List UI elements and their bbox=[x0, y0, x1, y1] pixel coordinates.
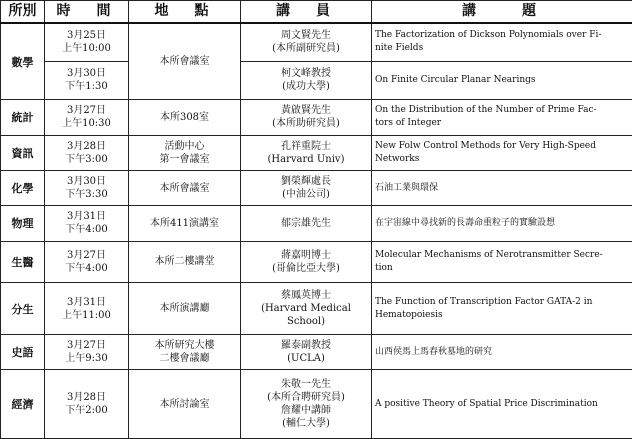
speaker-affiliation: (本所合聘研究員) bbox=[267, 392, 345, 404]
speaker-affiliation: (Harvard Medical bbox=[261, 303, 351, 315]
institute-cell: 史語 bbox=[1, 335, 45, 370]
speaker-cell bbox=[241, 241, 372, 283]
date-text: 3月30日 bbox=[66, 176, 107, 188]
location-cell: 本所411演講室 bbox=[129, 206, 241, 241]
speaker-affiliation: (UCLA) bbox=[287, 353, 325, 365]
speaker-affiliation: (哥倫比亞大學) bbox=[272, 262, 340, 274]
datetime-cell bbox=[45, 335, 129, 370]
location-line: 本所研究大樓 bbox=[154, 340, 215, 352]
datetime-cell bbox=[45, 241, 129, 283]
date-text: 3月27日 bbox=[66, 105, 107, 117]
time-text: 上午10:30 bbox=[62, 118, 111, 130]
speaker-affiliation: (成功大學) bbox=[282, 81, 330, 93]
title-cell bbox=[372, 135, 632, 170]
speaker-affiliation: (本所助研究員) bbox=[272, 118, 340, 130]
date-text: 3月30日 bbox=[66, 68, 107, 80]
time-text: 下午4:00 bbox=[65, 262, 108, 274]
title-line: On the Distribution of the Number of Prime Fac- bbox=[375, 105, 597, 116]
table-row-information bbox=[1, 135, 632, 170]
location-line: 活動中心 bbox=[164, 140, 205, 152]
date-text: 3月27日 bbox=[66, 340, 107, 352]
date-text: 3月31日 bbox=[66, 211, 107, 223]
institute-cell: 資訊 bbox=[1, 135, 45, 170]
title-line: nite Fields bbox=[375, 43, 424, 54]
time-text: 上午9:30 bbox=[65, 353, 108, 365]
title-cell: 山西侯馬上馬春秋墓地的研究 bbox=[372, 335, 632, 370]
institute-cell: 化學 bbox=[1, 170, 45, 205]
title-line: New Folw Control Methods for Very High-Speed bbox=[375, 140, 596, 151]
title-cell bbox=[372, 283, 632, 335]
title-line: The Function of Transcription Factor GATA-2 in bbox=[375, 296, 593, 307]
table-row-physics bbox=[1, 206, 632, 241]
speaker-cell bbox=[241, 61, 372, 99]
date-text: 3月25日 bbox=[66, 30, 107, 42]
table-row-economics bbox=[1, 370, 632, 439]
institute-cell: 分生 bbox=[1, 283, 45, 335]
datetime-cell bbox=[45, 170, 129, 205]
speaker-cell bbox=[241, 23, 372, 61]
datetime-cell bbox=[45, 100, 129, 135]
speaker-cell bbox=[241, 283, 372, 335]
institute-cell: 物理 bbox=[1, 206, 45, 241]
institute-cell: 數學 bbox=[1, 23, 45, 100]
date-text: 3月28日 bbox=[66, 140, 107, 152]
datetime-cell bbox=[45, 206, 129, 241]
location-cell: 本所二樓講堂 bbox=[129, 241, 241, 283]
title-line: tion bbox=[375, 262, 393, 273]
speaker-name: 朱敬一先生 bbox=[281, 379, 331, 391]
title-cell: 石油工業與環保 bbox=[372, 170, 632, 205]
location-cell: 本所會議室 bbox=[129, 23, 241, 100]
speaker-cell bbox=[241, 170, 372, 205]
title-cell bbox=[372, 241, 632, 283]
speaker-affiliation: (本所副研究員) bbox=[272, 43, 340, 55]
header-row bbox=[1, 1, 632, 23]
date-text: 3月28日 bbox=[66, 392, 107, 404]
speaker-name: 羅泰副教授 bbox=[281, 340, 331, 352]
table-row-molecular-biology bbox=[1, 283, 632, 335]
location-cell bbox=[129, 135, 241, 170]
title-cell: On Finite Circular Planar Nearings bbox=[372, 61, 632, 99]
location-cell: 本所會議室 bbox=[129, 170, 241, 205]
title-line: The Factorization of Dickson Polynomials over Fi- bbox=[375, 30, 602, 41]
datetime-cell bbox=[45, 135, 129, 170]
institute-cell: 生醫 bbox=[1, 241, 45, 283]
speaker-cell bbox=[241, 335, 372, 370]
table-row-statistics bbox=[1, 100, 632, 135]
speaker-affiliation: (Harvard Univ) bbox=[267, 153, 345, 165]
speaker-cell bbox=[241, 100, 372, 135]
title-cell bbox=[372, 23, 632, 61]
speaker-name: 劉榮輝處長 bbox=[281, 176, 331, 188]
header-title: 講 題 bbox=[372, 1, 632, 23]
institute-cell: 經濟 bbox=[1, 370, 45, 439]
speaker-name: 孔祥重院士 bbox=[281, 140, 331, 152]
title-cell bbox=[372, 100, 632, 135]
speaker-name: 周文賢先生 bbox=[281, 30, 331, 42]
table-row-history-philology bbox=[1, 335, 632, 370]
speaker-affiliation: (中油公司) bbox=[282, 189, 330, 201]
location-line: 二樓會議廳 bbox=[159, 353, 210, 365]
title-line: Molecular Mechanisms of Nerotransmitter Secre- bbox=[375, 249, 603, 260]
title-line: Hematopoiesis bbox=[375, 309, 443, 320]
time-text: 下午3:30 bbox=[65, 189, 108, 201]
location-cell: 本所討論室 bbox=[129, 370, 241, 439]
header-institute: 所別 bbox=[1, 1, 45, 23]
speaker-affiliation: School) bbox=[286, 316, 326, 328]
speaker-cell bbox=[241, 370, 372, 439]
datetime-cell bbox=[45, 23, 129, 61]
header-speaker: 講 員 bbox=[241, 1, 372, 23]
location-cell: 本所演講廳 bbox=[129, 283, 241, 335]
datetime-cell bbox=[45, 370, 129, 439]
table-row-chemistry bbox=[1, 170, 632, 205]
time-text: 上午11:00 bbox=[62, 309, 111, 321]
location-cell: 本所308室 bbox=[129, 100, 241, 135]
header-location: 地 點 bbox=[129, 1, 241, 23]
time-text: 下午2:00 bbox=[65, 405, 108, 417]
speaker-name: 詹耀中講師 bbox=[281, 405, 331, 417]
time-text: 下午4:00 bbox=[65, 224, 108, 236]
title-cell: A positive Theory of Spatial Price Discrimination bbox=[372, 370, 632, 439]
title-cell: 在宇宙線中尋找新的長壽命重粒子的實驗設想 bbox=[372, 206, 632, 241]
location-cell bbox=[129, 335, 241, 370]
title-line: Networks bbox=[375, 153, 420, 164]
time-text: 上午10:00 bbox=[62, 43, 111, 55]
datetime-cell bbox=[45, 61, 129, 99]
speaker-name: 柯文峰教授 bbox=[281, 68, 331, 80]
location-line: 第一會議室 bbox=[159, 153, 210, 165]
date-text: 3月27日 bbox=[66, 249, 107, 261]
speaker-name: 蔣嘉明博士 bbox=[281, 249, 331, 261]
header-time: 時 間 bbox=[45, 1, 129, 23]
speaker-name: 黃啟賢先生 bbox=[281, 105, 331, 117]
time-text: 下午1:30 bbox=[65, 81, 108, 93]
speaker-cell bbox=[241, 135, 372, 170]
speaker-cell: 郁宗雄先生 bbox=[241, 206, 372, 241]
speaker-name: 蔡鳳英博士 bbox=[281, 290, 331, 302]
date-text: 3月31日 bbox=[66, 296, 107, 308]
table-row-biomedical bbox=[1, 241, 632, 283]
table-row-math-1 bbox=[1, 23, 632, 61]
table-row-math-2 bbox=[1, 61, 632, 99]
title-line: tors of Integer bbox=[375, 118, 442, 129]
datetime-cell bbox=[45, 283, 129, 335]
time-text: 下午3:00 bbox=[65, 153, 108, 165]
speaker-affiliation: (輔仁大學) bbox=[282, 418, 330, 430]
institute-cell: 統計 bbox=[1, 100, 45, 135]
